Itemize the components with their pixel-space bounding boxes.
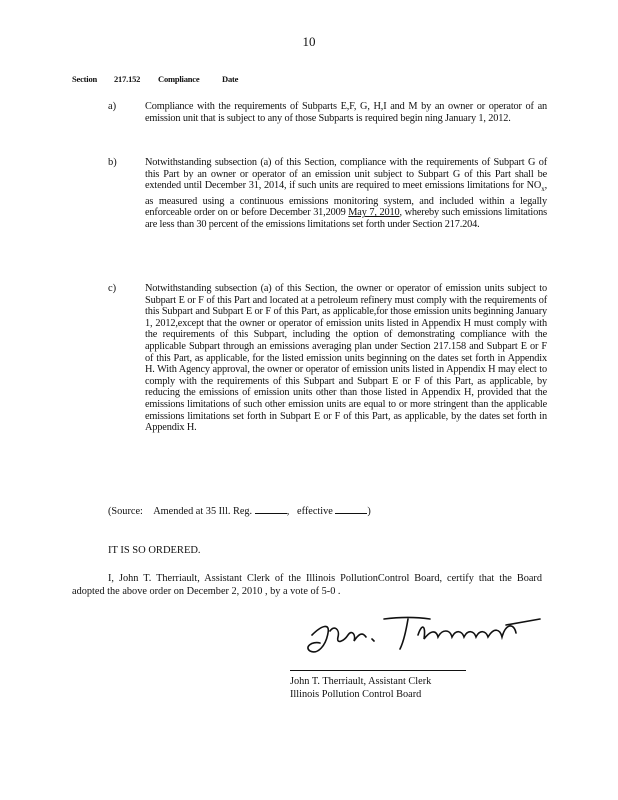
certification-text: I, John T. Therriault, Assistant Clerk of the Illinois PollutionControl Board, certify that the Board adopted the above order on December 2, 2010 , by a vote of 5-0 .: [72, 573, 542, 597]
section-title-word1: Compliance: [158, 74, 200, 84]
order-statement: IT IS SO ORDERED.: [108, 545, 201, 556]
subscript: x: [541, 185, 545, 194]
signature-line: [290, 670, 466, 671]
subsection-text: Compliance with the requirements of Subparts E,F, G, H,I and M by an owner or operator of an emission unit that is subject to any of those Subparts is required begin ning January 1, 2012.: [145, 101, 547, 124]
text-part: Notwithstanding subsection (a) of this Section, compliance with the requirements of Subpart G of this Part by an owner or operator of an emission unit subject to Subpart G of this Part shall be extended until December 31, 2014, if such units are required to meet emissions limitations for NO: [145, 157, 547, 192]
subsection-label: a): [108, 101, 117, 112]
section-title-word2: Date: [222, 74, 239, 84]
source-open: (Source:: [108, 506, 143, 517]
section-label: Section: [72, 74, 98, 84]
certification: [72, 572, 542, 598]
subsection-text: [145, 157, 547, 231]
text-part: , as measured using a continuous emissions monitoring system, and included within a legally enforceable order on or before December 31,2009: [145, 180, 547, 219]
text-part: , whereby such emissions limitations are less than 30 percent of the emissions limitations set forth under Section 217.204.: [145, 207, 547, 231]
signatory-block: [290, 675, 431, 701]
blank-effective: [335, 503, 367, 514]
subsection-label: b): [108, 157, 117, 168]
source-text: Amended at 35 Ill. Reg.: [153, 506, 253, 517]
signatory-org: Illinois Pollution Control Board: [290, 689, 422, 700]
signature-image: [300, 605, 550, 660]
source-note: (Source: Amended at 35 Ill. Reg. , effective ): [108, 503, 371, 517]
inserted-date: May 7, 2010: [348, 207, 400, 219]
subsection-text: Notwithstanding subsection (a) of this Section, the owner or operator of emission units subject to Subpart E or F of this Part and located at a petroleum refinery must comply with the requirements of this Subpart and Subpart E or F of this Part, as applicable,for those emission units beginning January 1, 2012,except that the owner or operator of emission units listed in Appendix H must comply with the requirements of this Subpart, including the option of demonstrating compliance with the applicable Subpart through an emissions averaging plan under Section 217.158 and Subpart E or F of this Part, as applicable, for the listed emission units beginning on the dates set forth in Appendix H. With Agency approval, the owner or operator of emission units listed in Appendix H may elect to comply with the requirements of this Subpart and Subpart E or F of this Part, as applicable, by reducing the emissions of emission units other than those listed in Appendix H, provided that the emissions limitations of such other emission units are equal to or more stringent than the applicable emissions limitations set forth in Subpart E or F of this Part, as applicable, by the dates set forth in Appendix H.: [145, 283, 547, 434]
page-number: 10: [302, 34, 316, 49]
signatory-name: John T. Therriault, Assistant Clerk: [290, 676, 432, 687]
subsection-label: c): [108, 283, 117, 294]
source-close: ): [367, 506, 371, 517]
source-effective: effective: [297, 506, 333, 517]
blank-reg: [255, 503, 287, 514]
section-number: 217.152: [114, 74, 141, 84]
